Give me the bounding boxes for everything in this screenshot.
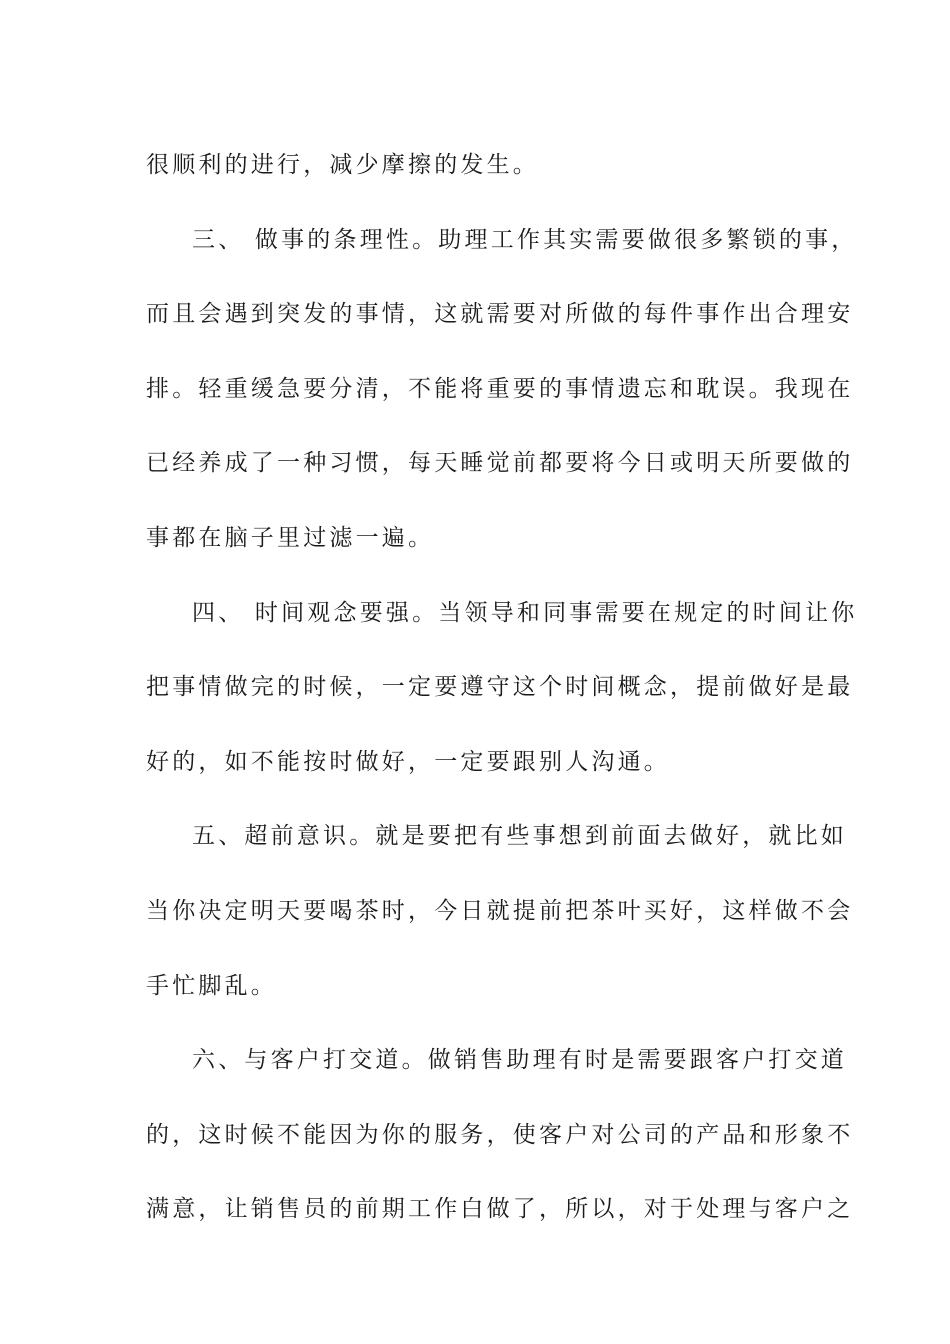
text-line: 当你决定明天要喝茶时，今日就提前把茶叶买好，这样做不会 [146, 897, 854, 924]
text-line: 把事情做完的时候，一定要遵守这个时间概念，提前做好是最 [146, 674, 854, 701]
text-line: 四、 时间观念要强。当领导和同事需要在规定的时间让你 [192, 599, 858, 626]
text-line: 事都在脑子里过滤一遍。 [146, 524, 435, 551]
text-line: 五、超前意识。就是要把有些事想到前面去做好，就比如 [192, 823, 847, 850]
text-line: 六、与客户打交道。做销售助理有时是需要跟客户打交道 [192, 1047, 847, 1074]
text-line: 很顺利的进行，减少摩擦的发生。 [146, 152, 539, 178]
body-text [146, 128, 858, 1247]
text-line: 而且会遇到突发的事情，这就需要对所做的每件事作出合理安 [146, 301, 854, 328]
text-line: 手忙脚乱。 [146, 972, 277, 999]
text-line: 满意，让销售员的前期工作白做了，所以，对于处理与客户之 [146, 1196, 854, 1223]
text-line: 好的，如不能按时做好，一定要跟别人沟通。 [146, 748, 670, 775]
text-line: 三、 做事的条理性。助理工作其实需要做很多繁锁的事， [192, 226, 858, 253]
text-line: 已经养成了一种习惯，每天睡觉前都要将今日或明天所要做的 [146, 450, 854, 477]
text-line: 排。轻重缓急要分清，不能将重要的事情遗忘和耽误。我现在 [146, 375, 854, 402]
text-line: 的，这时候不能因为你的服务，使客户对公司的产品和形象不 [146, 1121, 854, 1148]
